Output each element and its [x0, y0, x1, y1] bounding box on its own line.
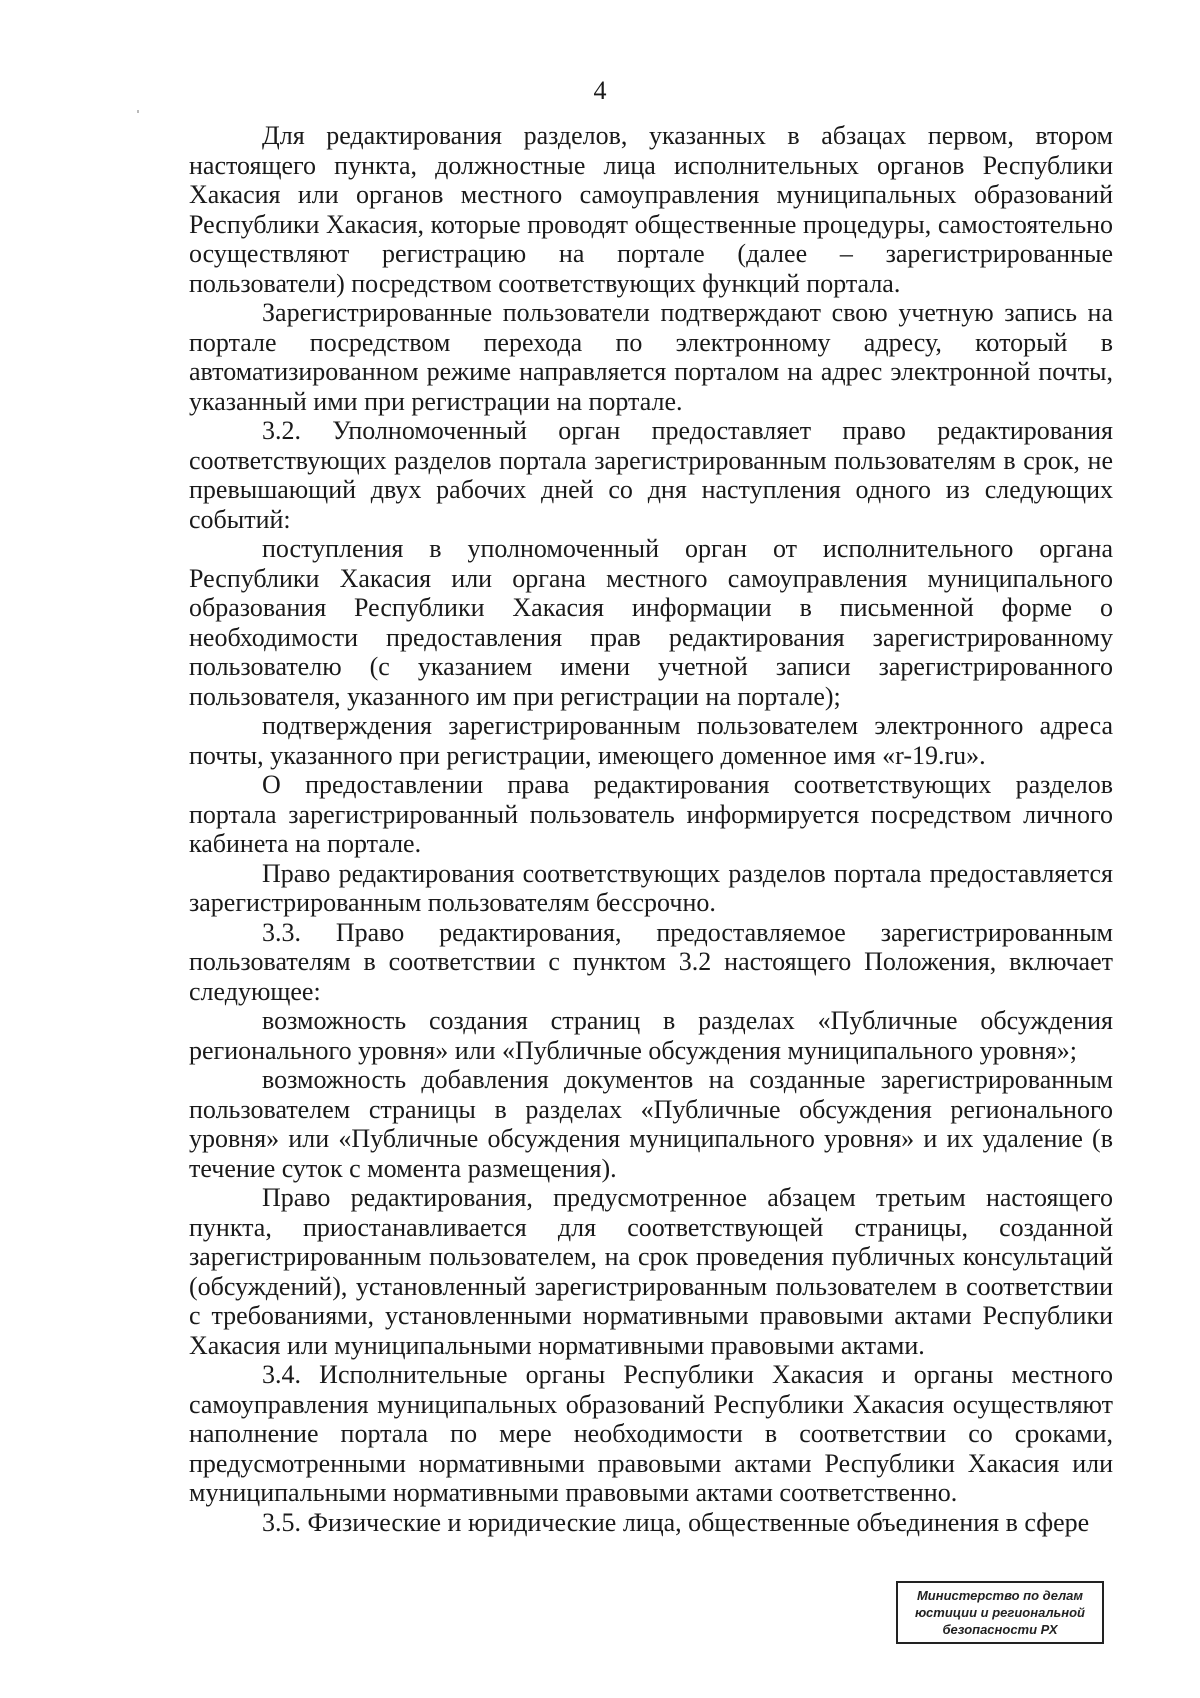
paragraph: Зарегистрированные пользователи подтверждают свою учетную запись на портале посредством перехода по электронному адресу, который в автоматизированном режиме направляется порталом на адрес электронной почты, указанный ими при регистрации на портале.: [189, 298, 1113, 416]
paragraph: подтверждения зарегистрированным пользователем электронного адреса почты, указанного при регистрации, имеющего доменное имя «r-19.ru».: [189, 711, 1113, 770]
paragraph: поступления в уполномоченный орган от исполнительного органа Республики Хакасия или органа местного самоуправления муниципального образования Республики Хакасия информации в письменной форме о необходимости предоставления прав редактирования зарегистрированному пользователю (с указанием имени учетной записи зарегистрированного пользователя, указанного им при регистрации на портале);: [189, 534, 1113, 711]
document-body: [189, 121, 1113, 1537]
stamp-line: Министерство по делам: [916, 1588, 1084, 1603]
paragraph: 3.2. Уполномоченный орган предоставляет право редактирования соответствующих разделов портала зарегистрированным пользователям в срок, не превышающий двух рабочих дней со дня наступления одного из следующих событий:: [189, 416, 1113, 534]
paragraph: О предоставлении права редактирования соответствующих разделов портала зарегистрированный пользователь информируется посредством личного кабинета на портале.: [189, 770, 1113, 858]
paragraph: Для редактирования разделов, указанных в абзацах первом, втором настоящего пункта, должностные лица исполнительных органов Республики Хакасия или органов местного самоуправления муниципальных образований Республики Хакасия, которые проводят общественные процедуры, самостоятельно осуществляют регистрацию на портале (далее – зарегистрированные пользователи) посредством соответствующих функций портала.: [189, 121, 1113, 298]
scan-speck: [137, 110, 139, 113]
paragraph: 3.3. Право редактирования, предоставляемое зарегистрированным пользователям в соответствии с пунктом 3.2 настоящего Положения, включает следующее:: [189, 917, 1113, 1006]
stamp-line: юстиции и региональной: [914, 1605, 1085, 1620]
paragraph: 3.5. Физические и юридические лица, общественные объединения в сфере: [262, 1507, 1090, 1537]
ministry-stamp: [896, 1581, 1104, 1644]
paragraph: возможность добавления документов на созданные зарегистрированным пользователем страницы в разделах «Публичные обсуждения регионального уровня» или «Публичные обсуждения муниципального уровня» и их удаление (в течение суток с момента размещения).: [189, 1065, 1113, 1183]
page-number: 4: [593, 76, 607, 105]
stamp-line: безопасности РХ: [942, 1622, 1058, 1637]
paragraph: Право редактирования соответствующих разделов портала предоставляется зарегистрированным пользователям бессрочно.: [189, 858, 1113, 917]
paragraph: возможность создания страниц в разделах «Публичные обсуждения регионального уровня» или «Публичные обсуждения муниципального уровня»;: [189, 1006, 1113, 1065]
paragraph: 3.4. Исполнительные органы Республики Хакасия и органы местного самоуправления муниципальных образований Республики Хакасия осуществляют наполнение портала по мере необходимости в соответствии со сроками, предусмотренными нормативными правовыми актами Республики Хакасия или муниципальными нормативными правовыми актами соответственно.: [189, 1360, 1113, 1507]
paragraph: Право редактирования, предусмотренное абзацем третьим настоящего пункта, приостанавливается для соответствующей страницы, созданной зарегистрированным пользователем, на срок проведения публичных консультаций (обсуждений), установленный зарегистрированным пользователем в соответствии с требованиями, установленными нормативными правовыми актами Республики Хакасия или муниципальными нормативными правовыми актами.: [189, 1183, 1113, 1360]
